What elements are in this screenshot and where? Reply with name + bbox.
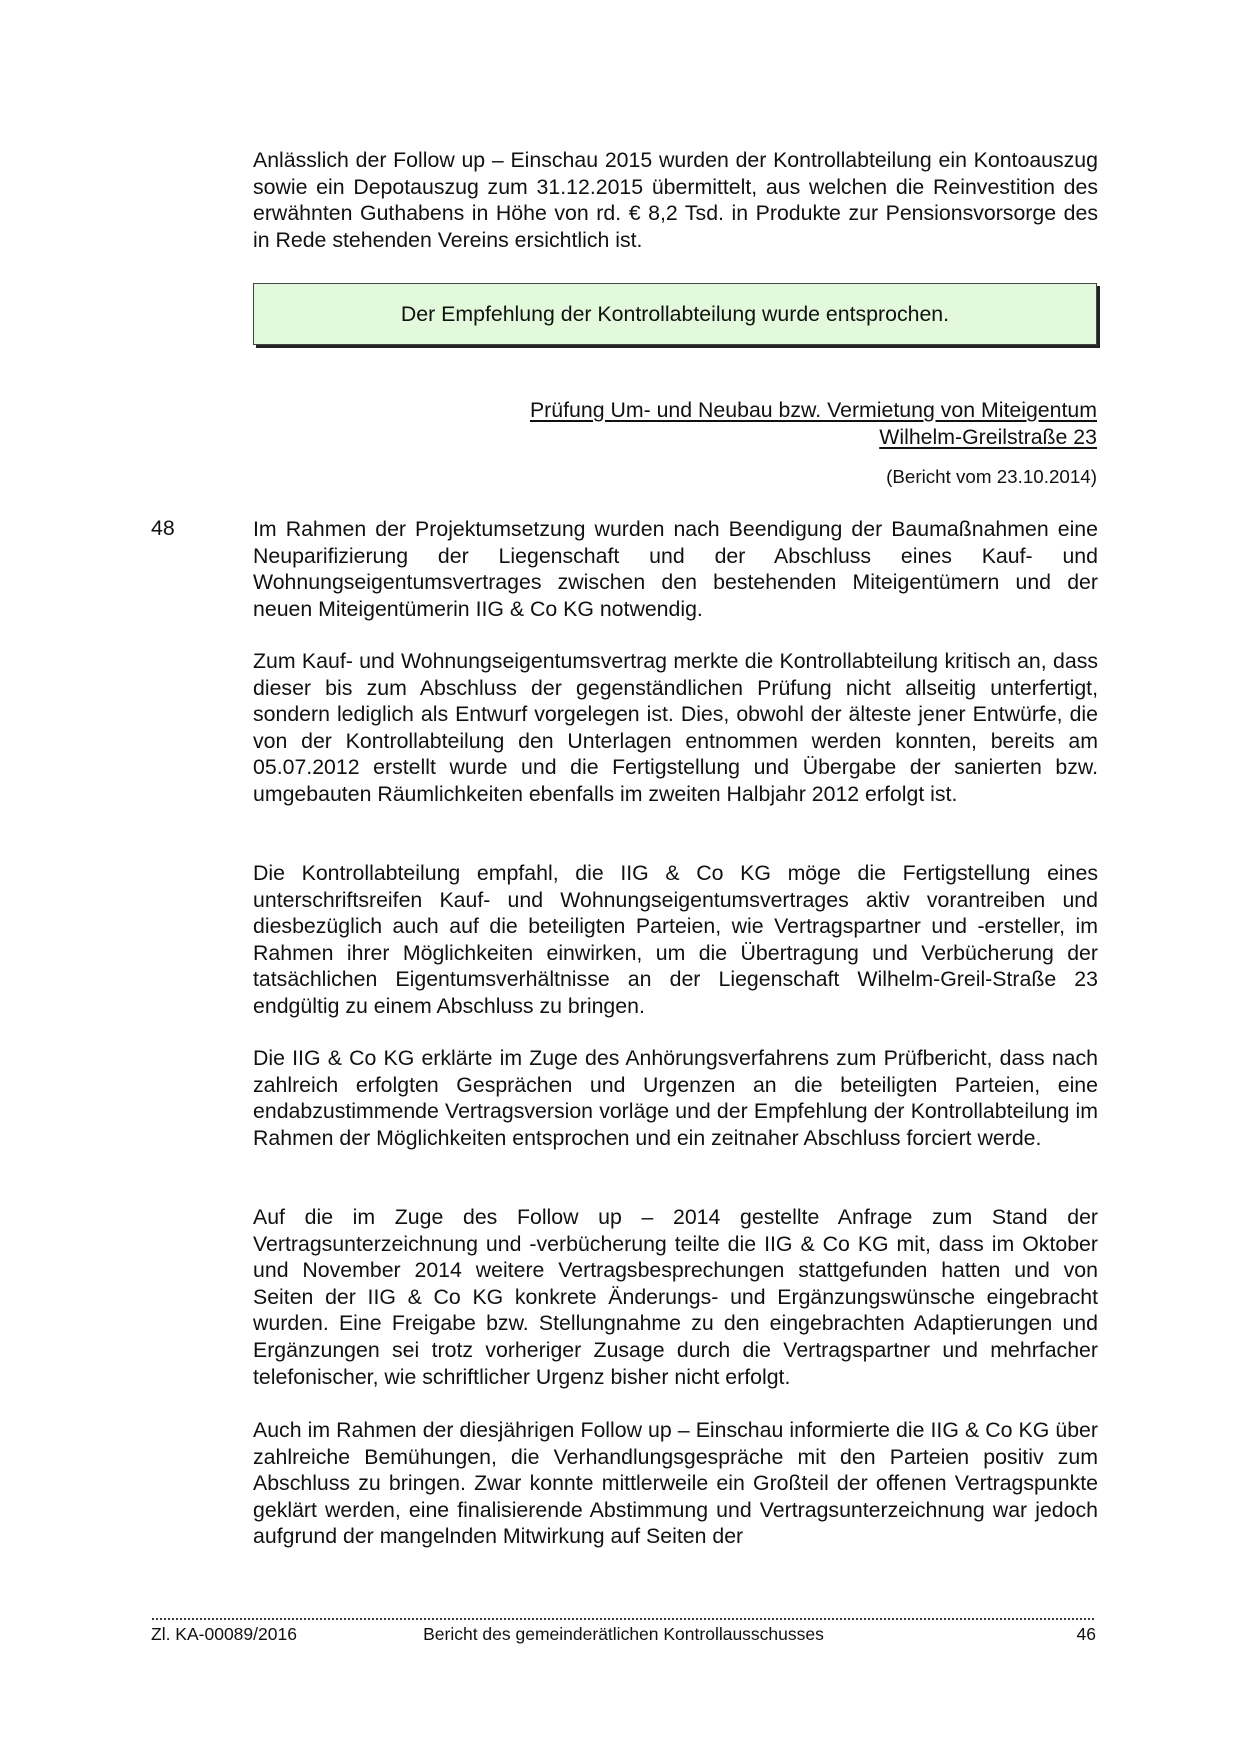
recommendation-text: Der Empfehlung der Kontrollabteilung wurde entsprochen. (400, 301, 950, 326)
intro-paragraph: Anlässlich der Follow up – Einschau 2015 wurden der Kontrollabteilung ein Kontoauszug sowie ein Depotauszug zum 31.12.2015 übermittelt, aus welchen die Reinvestition des erwähnten Guthabens in Höhe von rd. € 8,2 Tsd. in Produkte zur Pensionsvorsorge des in Rede stehenden Vereins ersichtlich ist. (253, 148, 1098, 252)
body-paragraph: Im Rahmen der Projektumsetzung wurden nach Beendigung der Baumaßnahmen eine Neuparifizierung der Liegenschaft und der Abschluss eines Kauf- und Wohnungseigentumsvertrages zwischen den bestehenden Miteigentümern und der neuen Miteigentümerin IIG & Co KG notwendig. (253, 517, 1098, 621)
body-paragraph: Die IIG & Co KG erklärte im Zuge des Anhörungsverfahrens zum Prüfbericht, dass nach zahlreich erfolgten Gesprächen und Urgenzen an die beteiligten Parteien, eine endabzustimmende Vertragsversion vorläge und der Empfehlung der Kontrollabteilung im Rahmen der Möglichkeiten entsprochen und ein zeitnaher Abschluss forciert werde. (253, 1046, 1098, 1150)
section-heading-line1: Prüfung Um- und Neubau bzw. Vermietung von Miteigentum (529, 398, 1097, 422)
footer-title: Bericht des gemeinderätlichen Kontrollausschusses (423, 1624, 824, 1644)
page-footer (151, 1624, 1096, 1645)
footer-reference: Zl. KA-00089/2016 (151, 1624, 297, 1644)
body-paragraph: Auch im Rahmen der diesjährigen Follow up – Einschau informierte die IIG & Co KG über zahlreiche Bemühungen, die Verhandlungsgespräche mit den Parteien positiv zum Abschluss zu bringen. Zwar konnte mittlerweile ein Großteil der offenen Vertragspunkte geklärt werden, eine finalisierende Abstimmung und Vertragsunterzeichnung war jedoch aufgrund der mangelnden Mitwirkung auf Seiten der (253, 1418, 1098, 1549)
body-paragraph: Die Kontrollabteilung empfahl, die IIG & Co KG möge die Fertigstellung eines unterschriftsreifen Kauf- und Wohnungseigentumsvertrages aktiv vorantreiben und diesbezüglich auch auf die beteiligten Parteien, wie Vertragspartner und -ersteller, im Rahmen ihrer Möglichkeiten einwirken, um die Übertragung und Verbücherung der tatsächlichen Eigentumsverhältnisse an der Liegenschaft Wilhelm-Greil-Straße 23 endgültig zu einem Abschluss zu bringen. (253, 861, 1098, 1018)
paragraph-number: 48 (151, 516, 175, 540)
section-heading (397, 397, 1097, 451)
footer-divider (151, 1617, 1096, 1623)
footer-page-number: 46 (1076, 1624, 1096, 1644)
section-heading-line2: Wilhelm-Greilstraße 23 (879, 425, 1097, 449)
body-paragraph: Zum Kauf- und Wohnungseigentumsvertrag merkte die Kontrollabteilung kritisch an, dass dieser bis zum Abschluss der gegenständlichen Prüfung nicht allseitig unterfertigt, sondern lediglich als Entwurf vorgelegen ist. Dies, obwohl der älteste jener Entwürfe, die von der Kontrollabteilung den Unterlagen entnommen werden konnten, bereits am 05.07.2012 erstellt wurde und die Fertigstellung und Übergabe der sanierten bzw. umgebauten Räumlichkeiten ebenfalls im zweiten Halbjahr 2012 erfolgt ist. (253, 649, 1098, 806)
body-paragraph: Auf die im Zuge des Follow up – 2014 gestellte Anfrage zum Stand der Vertragsunterzeichnung und -verbücherung teilte die IIG & Co KG mit, dass im Oktober und November 2014 weitere Vertragsbesprechungen stattgefunden hatten und von Seiten der IIG & Co KG konkrete Änderungs- und Ergänzungswünsche eingebracht wurden. Eine Freigabe bzw. Stellungnahme zu den eingebrachten Adaptierungen und Ergänzungen sei trotz vorheriger Zusage durch die Vertragspartner und mehrfacher telefonischer, wie schriftlicher Urgenz bisher nicht erfolgt. (253, 1205, 1098, 1389)
report-date: (Bericht vom 23.10.2014) (886, 466, 1097, 487)
recommendation-box (253, 283, 1097, 345)
